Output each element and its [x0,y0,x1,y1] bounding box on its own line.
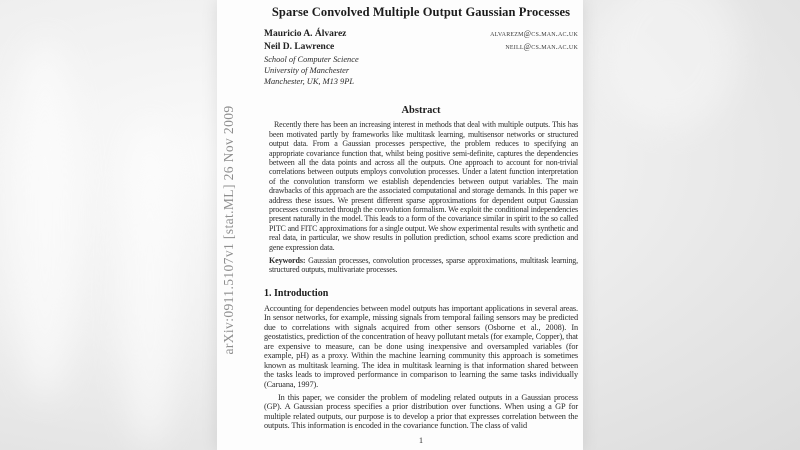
background-blur-streak [120,120,180,450]
affiliation-line: University of Manchester [264,65,350,75]
author-email: alvarezm@cs.man.ac.uk [490,29,578,38]
affiliation-line: School of Computer Science [264,55,359,64]
author-row [264,28,578,41]
author-block [264,28,578,53]
paper-title: Sparse Convolved Multiple Output Gaussian Processes [271,5,571,19]
arxiv-watermark-label: arXiv:0911.5107v1 [stat.ML] 26 Nov 2009 [221,105,236,355]
author-name: Mauricio A. Álvarez [264,29,347,39]
page-number: 1 [418,435,424,445]
background-blur-streak [600,0,740,130]
keywords-text: Gaussian processes, convolution processes, sparse approximations, multitask learning, structured outputs, multivariate processes. [269,256,578,275]
affiliation-line: Manchester, UK, M13 9PL [264,76,355,86]
affiliation-block [264,55,578,87]
introduction-paragraph-1: Accounting for dependencies between model outputs has important applications in several areas. In sensor networks, for example, missing signals from temporal failing sensors may be predicted due to correlations with signals acquired from other sensors (Osborne et al., 2008). In geostatistics, prediction of the concentration of heavy pollutant metals (for example, Copper), that are expensive to measure, can be done using inexpensive and oversampled variables (for example, pH) as a proxy. Within the machine learning community this approach is sometimes known as multitask learning. The idea in multitask learning is that information shared between the tasks leads to improved performance in comparison to learning the same tasks individually (Caruana, 1997). [264,303,578,389]
paper-page [217,0,583,450]
paper-content-column [264,0,578,450]
keywords-paragraph [269,256,578,275]
keywords-label: Keywords: [269,256,306,266]
abstract-heading: Abstract [401,105,441,117]
introduction-paragraph-2: In this paper, we consider the problem of modeling related outputs in a Gaussian process (GP). A Gaussian process specifies a prior distribution over functions. When using a GP for multiple related outputs, our purpose is to develop a prior that expresses correlation between the outputs. This information is encoded in the covariance function. The class of valid [264,392,578,431]
abstract-text: Recently there has been an increasing interest in methods that deal with multiple outputs. This has been motivated partly by frameworks like multitask learning, multisensor networks or structured output data. From a Gaussian processes perspective, the problem reduces to specifying an appropriate covariance function that, whilst being positive semi-definite, captures the dependencies between all the data points and across all the outputs. One approach to account for non-trivial correlations between outputs employs convolution processes. Under a latent function interpretation of the convolution transform we establish dependencies between output variables. The main drawbacks of this approach are the associated computational and storage demands. In this paper we address these issues. We present different sparse approximations for dependent output Gaussian processes constructed through the convolution formalism. We exploit the conditional independencies present naturally in the model. This leads to a form of the covariance similar in spirit to the so called PITC and FITC approximations for a single output. We show experimental results with synthetic and real data, in particular, we show results in pollution prediction, school exams score prediction and gene expression data. [269,120,578,252]
author-email: neill@cs.man.ac.uk [505,41,578,51]
author-name: Neil D. Lawrence [264,41,335,52]
background-blur-streak [10,40,80,400]
author-row [264,41,578,54]
section-heading-introduction: 1. Introduction [264,287,329,299]
